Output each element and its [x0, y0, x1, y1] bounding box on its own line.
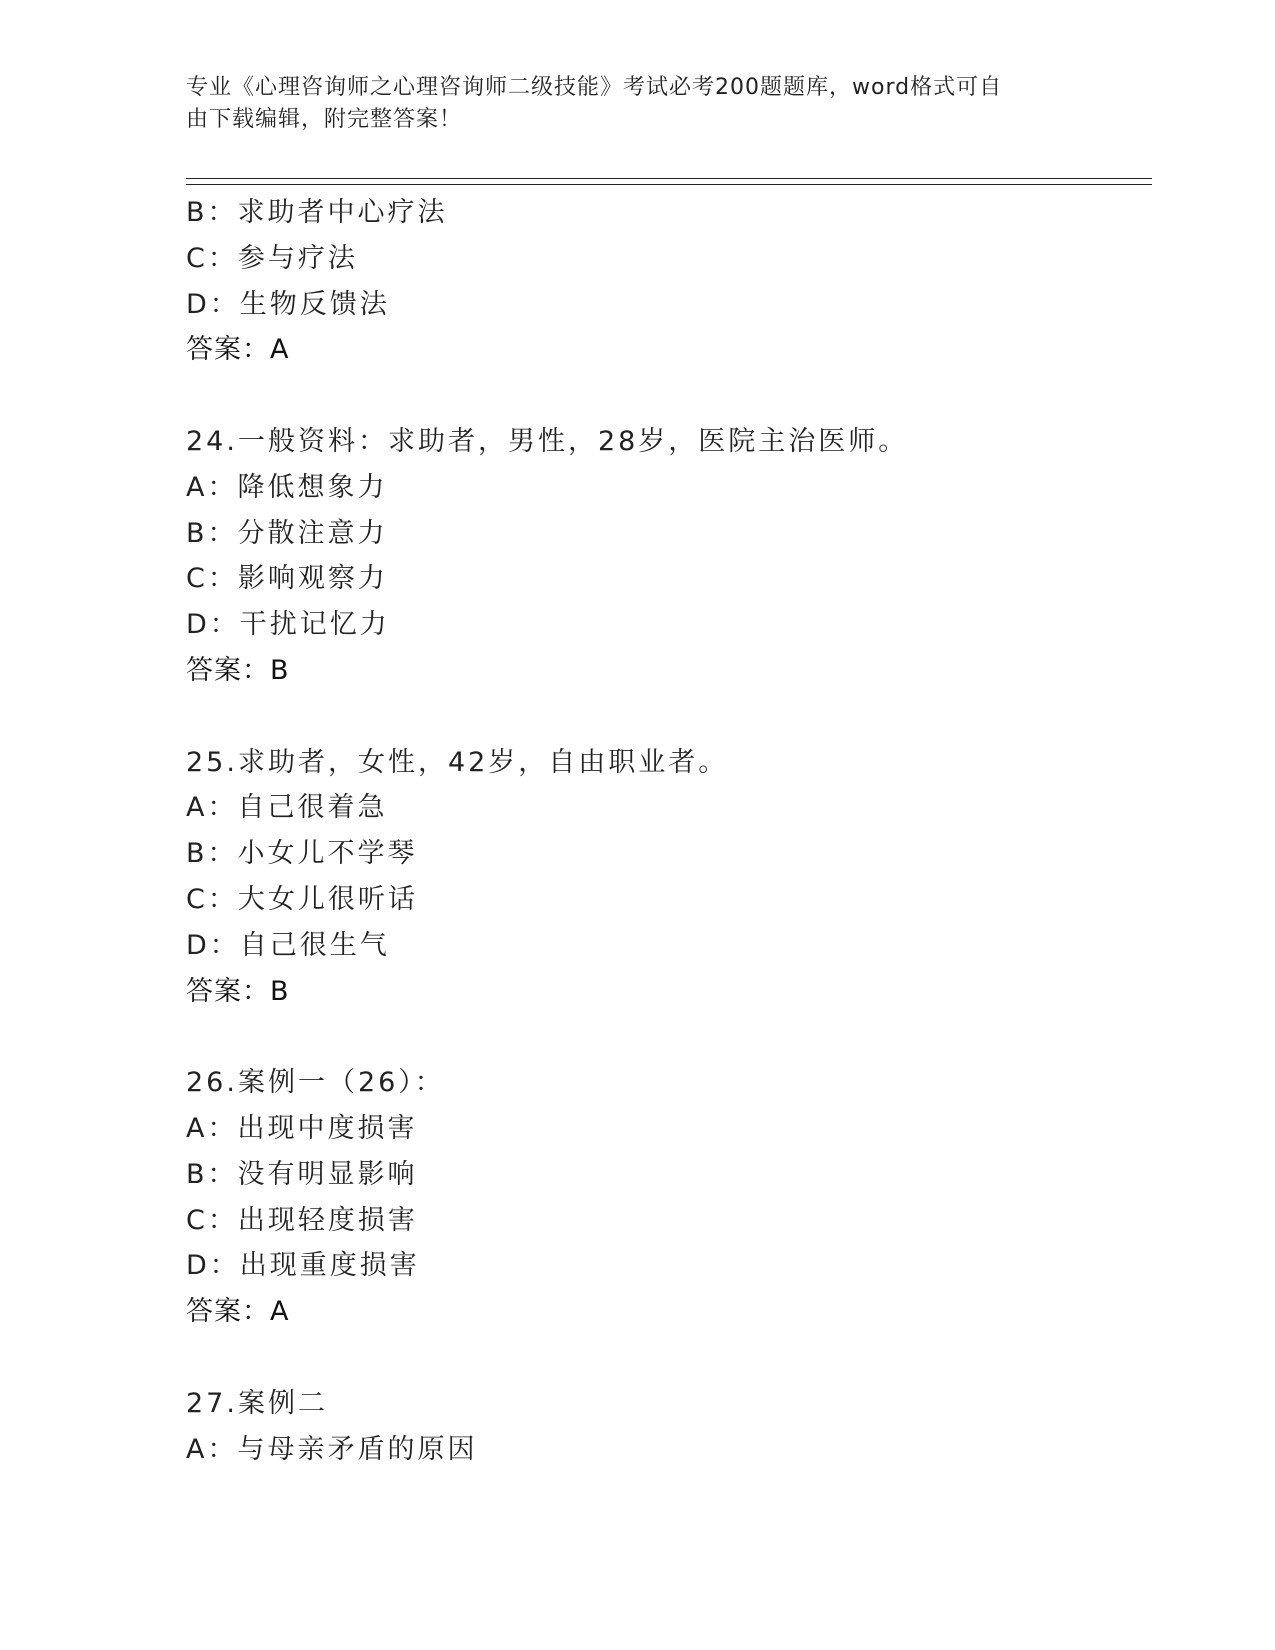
option-line: C：参与疗法	[186, 242, 358, 274]
option-line: A：出现中度损害	[186, 1112, 418, 1144]
option-line: B：求助者中心疗法	[186, 197, 448, 228]
spacer	[186, 1014, 1152, 1060]
option-line: D：自己很生气	[186, 929, 390, 961]
option-line: A：自己很着急	[186, 792, 388, 824]
option-line: D：干扰记忆力	[186, 609, 390, 641]
spacer	[186, 1335, 1152, 1381]
header-line-2: 由下载编辑，附完整答案！	[186, 107, 463, 132]
answer-line: 答案：A	[186, 334, 290, 366]
question-stem: 27.案例二	[186, 1387, 328, 1419]
option-line: B：小女儿不学琴	[186, 838, 418, 870]
option-line: D：出现重度损害	[186, 1250, 420, 1282]
option-line: D：生物反馈法	[186, 288, 390, 320]
question-list	[186, 190, 1152, 1472]
option-line: C：出现轻度损害	[186, 1204, 418, 1236]
answer-line: 答案：A	[186, 1296, 290, 1328]
option-line: C：大女儿很听话	[186, 883, 418, 915]
question-stem: 25.求助者，女性，42岁，自由职业者。	[186, 746, 729, 778]
question-stem: 24.一般资料：求助者，男性，28岁，医院主治医师。	[186, 425, 909, 457]
spacer	[186, 373, 1152, 419]
option-line: A：降低想象力	[186, 471, 388, 503]
question-stem: 26.案例一（26）：	[186, 1067, 445, 1099]
answer-line: 答案：B	[186, 654, 290, 686]
spacer	[186, 694, 1152, 740]
option-line: C：影响观察力	[186, 563, 388, 595]
option-line: B：分散注意力	[186, 517, 388, 549]
document-header	[186, 72, 1066, 136]
header-line-1: 专业《心理咨询师之心理咨询师二级技能》考试必考200题题库，word格式可自	[186, 75, 1003, 100]
option-line: B：没有明显影响	[186, 1158, 418, 1190]
header-divider	[186, 178, 1152, 185]
option-line: A：与母亲矛盾的原因	[186, 1433, 478, 1465]
answer-line: 答案：B	[186, 975, 290, 1007]
